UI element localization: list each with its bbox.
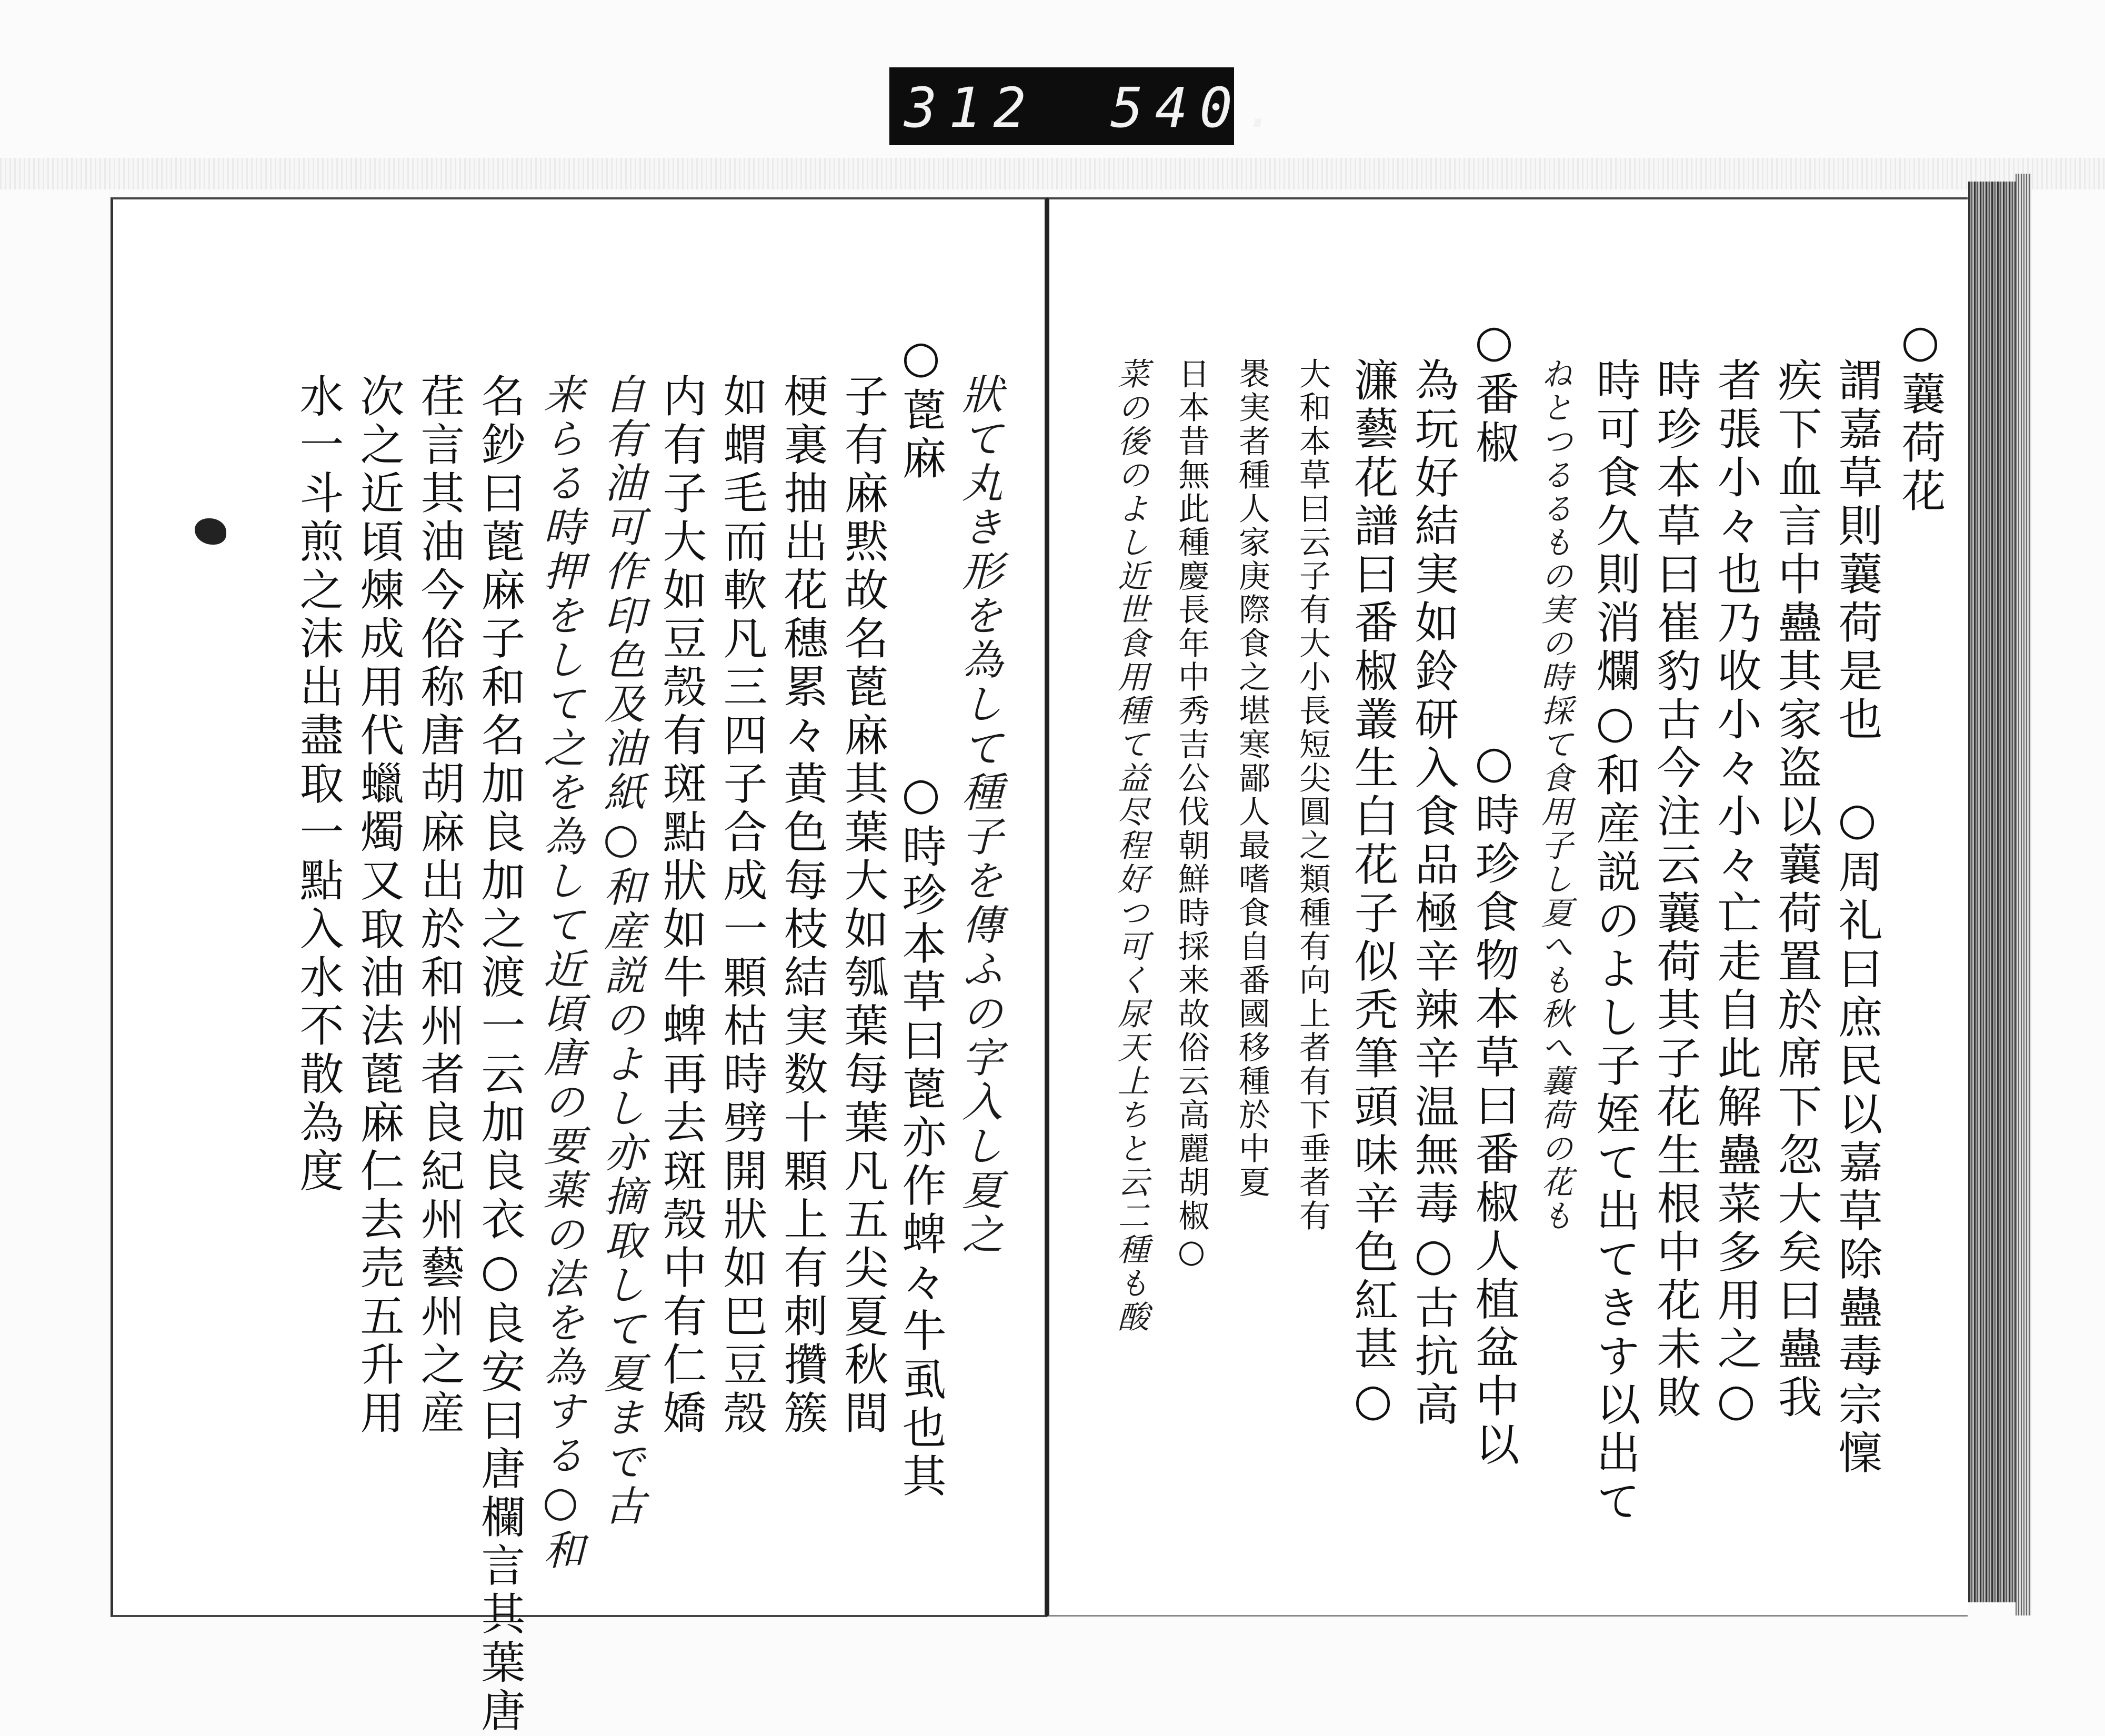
right-col-6: 時可食久則消爛○和産説のよし子姪て出てきす以出て [1589, 357, 1641, 1527]
left-col-1: 狀て丸き形を為して種子を傳ふの字入し夏之 [955, 373, 1003, 1257]
right-col-5: 時珍本草曰崔豹古今注云蘘荷其子花生根中花未敗 [1650, 357, 1701, 1422]
left-col-11: 次之近頃煉成用代蠟燭又取油法蓖麻仁去売五升用 [353, 373, 405, 1438]
right-col-14: 菜の後のよし近世食用種て益尽程好つ可く尿天上ちと云二種も酸 [1112, 357, 1149, 1334]
right-col-11: 大和本草曰云子有大小長短尖圓之類種有向上者有下垂者有 [1294, 357, 1331, 1233]
right-col-10: 濂藝花譜曰番椒叢生白花子似秃筆頭味辛色紅甚○ [1347, 357, 1399, 1430]
right-col-12: 褁実者種人家庚際食之堪寒鄙人最嗜食自番國移種於中夏 [1234, 357, 1270, 1199]
right-col-7: ねとつるるもの実の時採て食用子し夏へも秋へ蘘荷の花も [1536, 357, 1573, 1233]
right-col-9: 為玩好結実如鈴研入食品極辛辣辛温無毒○古抗高 [1408, 357, 1459, 1430]
left-col-7: 自有油可作印色及油紙○和産説のよし亦摘取して夏まで古 [597, 373, 645, 1529]
counter-right-number: 540. [1110, 76, 1289, 140]
left-col-8: 来らる時押をして之を為して近頃唐の要薬の法を為する○和 [537, 373, 584, 1573]
right-page [1047, 197, 1968, 1617]
left-col-9: 名鈔曰蓖麻子和名加良加之渡一云加良衣○良安曰唐欄言其葉唐 [474, 373, 526, 1736]
left-col-2-heading: ○蓖麻 [895, 331, 947, 484]
left-col-12: 水一斗煎之沫出盡取一點入水不散為度 [293, 373, 344, 1196]
right-col-1-heading: ○蘘荷花 [1894, 315, 1946, 516]
left-col-2-note: ○時珍本草曰蓖亦作蜱々牛虱也其 [895, 768, 947, 1501]
left-col-5: 如蝟毛而軟凡三四子合成一顆枯時劈開狀如巴豆殼 [716, 373, 768, 1438]
right-col-8-heading: ○番椒 [1468, 315, 1520, 468]
left-col-4: 梗裏抽出花穗累々黄色每枝結実数十顆上有刺攢簇 [777, 373, 828, 1438]
left-col-10: 荏言其油今俗称唐胡麻出於和州者良紀州藝州之産 [414, 373, 465, 1438]
scan-noise-band [0, 158, 2105, 189]
book-page-edges-outer [2016, 174, 2031, 1615]
left-page [111, 197, 1047, 1736]
right-col-2: 謂嘉草則蘘荷是也 ○周礼曰庶民以嘉草除蠱毒宗懍 [1831, 357, 1883, 1478]
right-col-3: 疾下血言中蠱其家盗以蘘荷置於席下忽大矣曰蠱我 [1771, 357, 1822, 1422]
counter-left-number: 312 [904, 76, 1038, 140]
left-col-6: 内有子大如豆殼有斑點狀如牛蜱再去斑殼中有仁嬌 [656, 373, 707, 1438]
left-col-3: 子有麻黙故名蓖麻其葉大如瓠葉每葉凡五尖夏秋間 [837, 373, 889, 1438]
right-col-13: 日本昔無此種慶長年中秀吉公伐朝鮮時採来故俗云高麗胡椒○ [1173, 357, 1210, 1272]
right-col-4: 者張小々也乃收小々小々亡走自此解蠱菜多用之○ [1710, 357, 1762, 1430]
frame-counter-label [889, 67, 1289, 145]
book-page-edges [1968, 182, 2016, 1602]
right-col-8-note: ○時珍食物本草曰番椒人植盆中以 [1468, 736, 1520, 1470]
